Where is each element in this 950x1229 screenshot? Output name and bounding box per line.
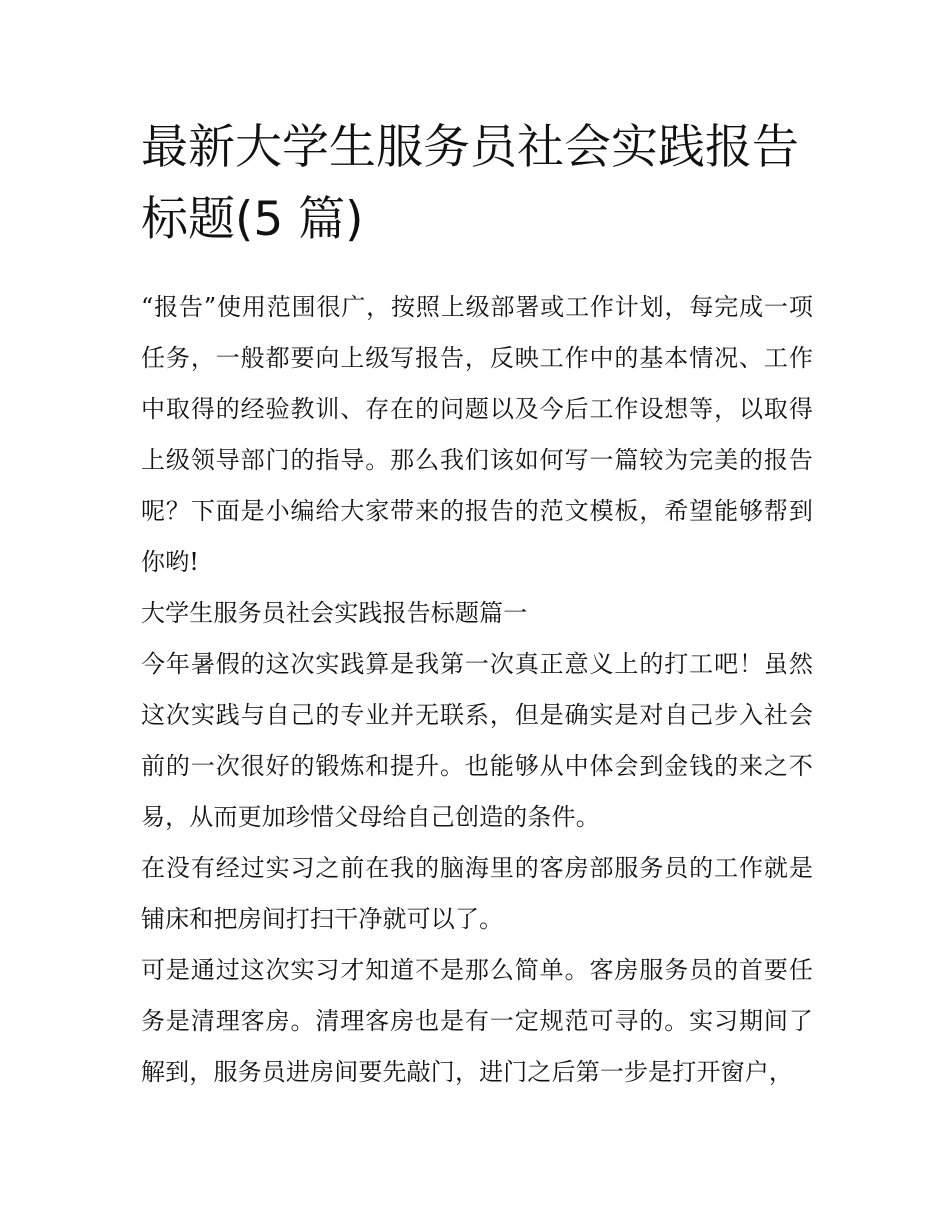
document-title: 最新大学生服务员社会实践报告标题(5 篇) — [141, 120, 799, 247]
body-paragraph: 可是通过这次实习才知道不是那么简单。客房服务员的首要任务是清理客房。清理客房也是有一定规范可寻的。实习期间了解到，服务员进房间要先敲门，进门之后第一步是打开窗户， — [141, 956, 813, 1086]
body-paragraph: 在没有经过实习之前在我的脑海里的客房部服务员的工作就是铺床和把房间打扫干净就可以了。 — [141, 854, 813, 933]
section-heading: 大学生服务员社会实践报告标题篇一 — [141, 599, 528, 627]
intro-paragraph: “报告”使用范围很广，按照上级部署或工作计划，每完成一项任务，一般都要向上级写报告，反映工作中的基本情况、工作中取得的经验教训、存在的问题以及今后工作设想等，以取得上级领导部门的指导。那么我们该如何写一篇较为完美的报告呢？下面是小编给大家带来的报告的范文模板，希望能够帮到你哟! — [141, 293, 813, 576]
body-paragraph: 今年暑假的这次实践算是我第一次真正意义上的打工吧！虽然这次实践与自己的专业并无联系，但是确实是对自己步入社会前的一次很好的锻炼和提升。也能够从中体会到金钱的来之不易，从而更加珍惜父母给自己创造的条件。 — [141, 650, 813, 831]
document-body — [141, 112, 813, 1098]
